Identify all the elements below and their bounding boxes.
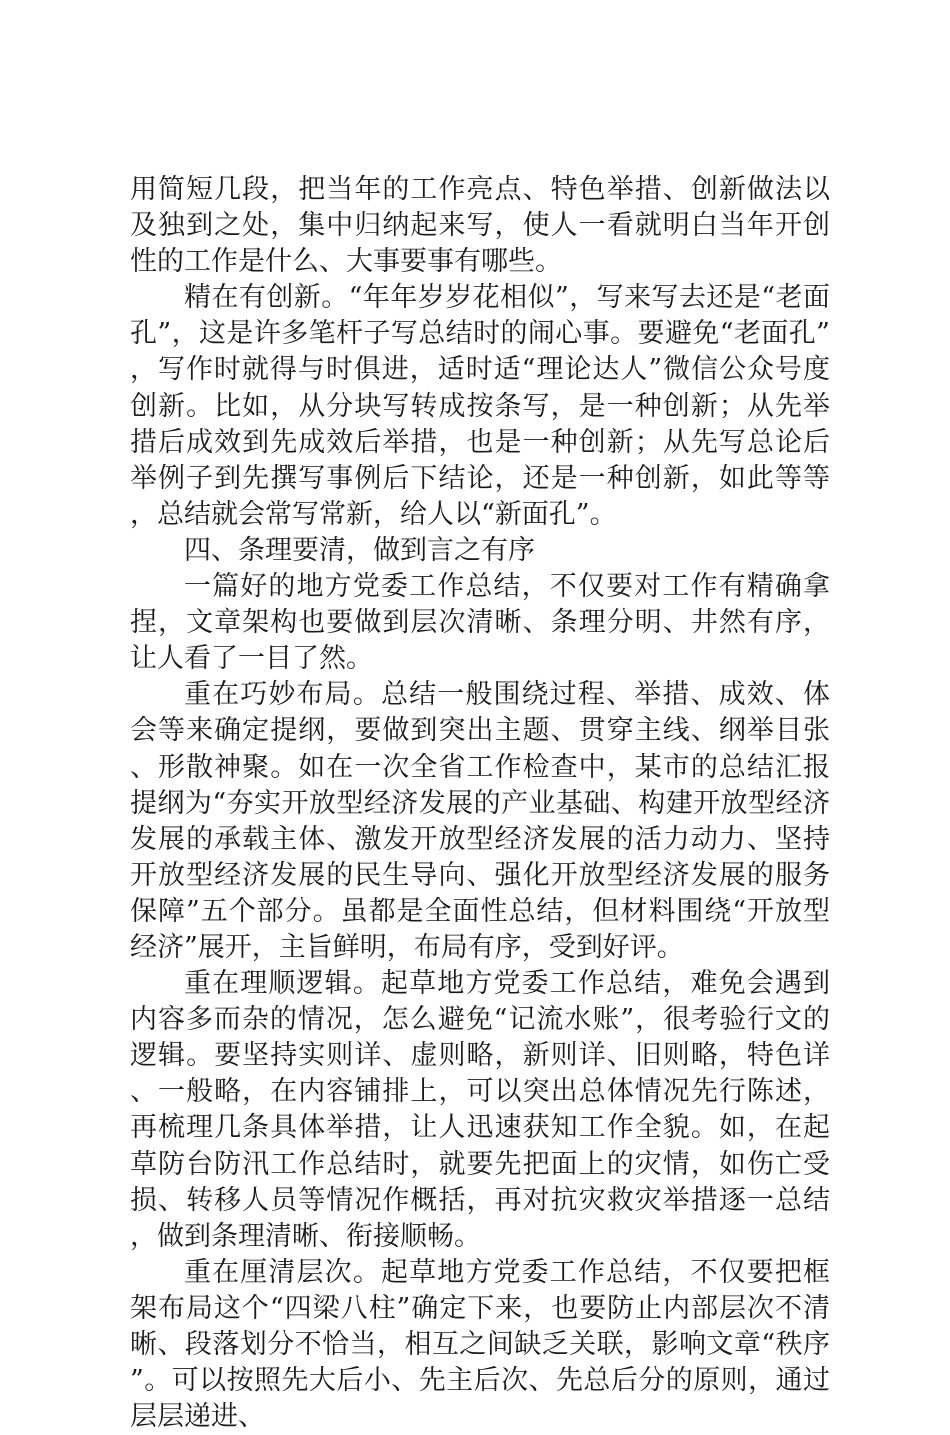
section-heading: 四、条理要清，做到言之有序 (184, 534, 535, 566)
paragraph-3: 一篇好的地方党委工作总结，不仅要对工作有精确拿捏，文章架构也要做到层次清晰、条理分明、井然有序，让人看了一目了然。 (130, 571, 830, 675)
paragraph-5: 重在理顺逻辑。起草地方党委工作总结，难免会遇到内容多而杂的情况，怎么避免“记流水账”，很考验行文的逻辑。要坚持实则详、虚则略，新则详、旧则略，特色详、一般略，在内容铺排上，可以突出总体情况先行陈述，再梳理几条具体举措，让人迅速获知工作全貌。如，在起草防台防汛工作总结时，就要先把面上的灾情，如伤亡受损、转移人员等情况作概括，再对抗灾救灾举措逐一总结，做到条理清晰、衔接顺畅。 (130, 968, 830, 1252)
paragraph-4: 重在巧妙布局。总结一般围绕过程、举措、成效、体会等来确定提纲，要做到突出主题、贯穿主线、纲举目张、形散神聚。如在一次全省工作检查中，某市的总结汇报提纲为“夯实开放型经济发展的产业基础、构建开放型经济发展的承载主体、激发开放型经济发展的活力动力、坚持开放型经济发展的民生导向、强化开放型经济发展的服务保障”五个部分。虽都是全面性总结，但材料围绕“开放型经济”展开，主旨鲜明，布局有序，受到好评。 (130, 679, 830, 963)
paragraph-2: 精在有创新。“年年岁岁花相似”，写来写去还是“老面孔”，这是许多笔杆子写总结时的闹心事。要避免“老面孔”，写作时就得与时俱进，适时适“理论达人”微信公众号度创新。比如，从分块写转成按条写，是一种创新；从先举措后成效到先成效后举措，也是一种创新；从先写总论后举例子到先撰写事例后下结论，还是一种创新，如此等等，总结就会常写常新，给人以“新面孔”。 (130, 282, 830, 530)
paragraph-6: 重在厘清层次。起草地方党委工作总结，不仅要把框架布局这个“四梁八柱”确定下来，也要防止内部层次不清晰、段落划分不恰当，相互之间缺乏关联，影响文章“秩序”。可以按照先大后小、先主后次、先总后分的原则，通过层层递进、 (130, 1256, 830, 1433)
document-body (130, 172, 830, 1435)
paragraph-1: 用简短几段，把当年的工作亮点、特色举措、创新做法以及独到之处，集中归纳起来写，使人一看就明白当年开创性的工作是什么、大事要事有哪些。 (130, 174, 830, 278)
